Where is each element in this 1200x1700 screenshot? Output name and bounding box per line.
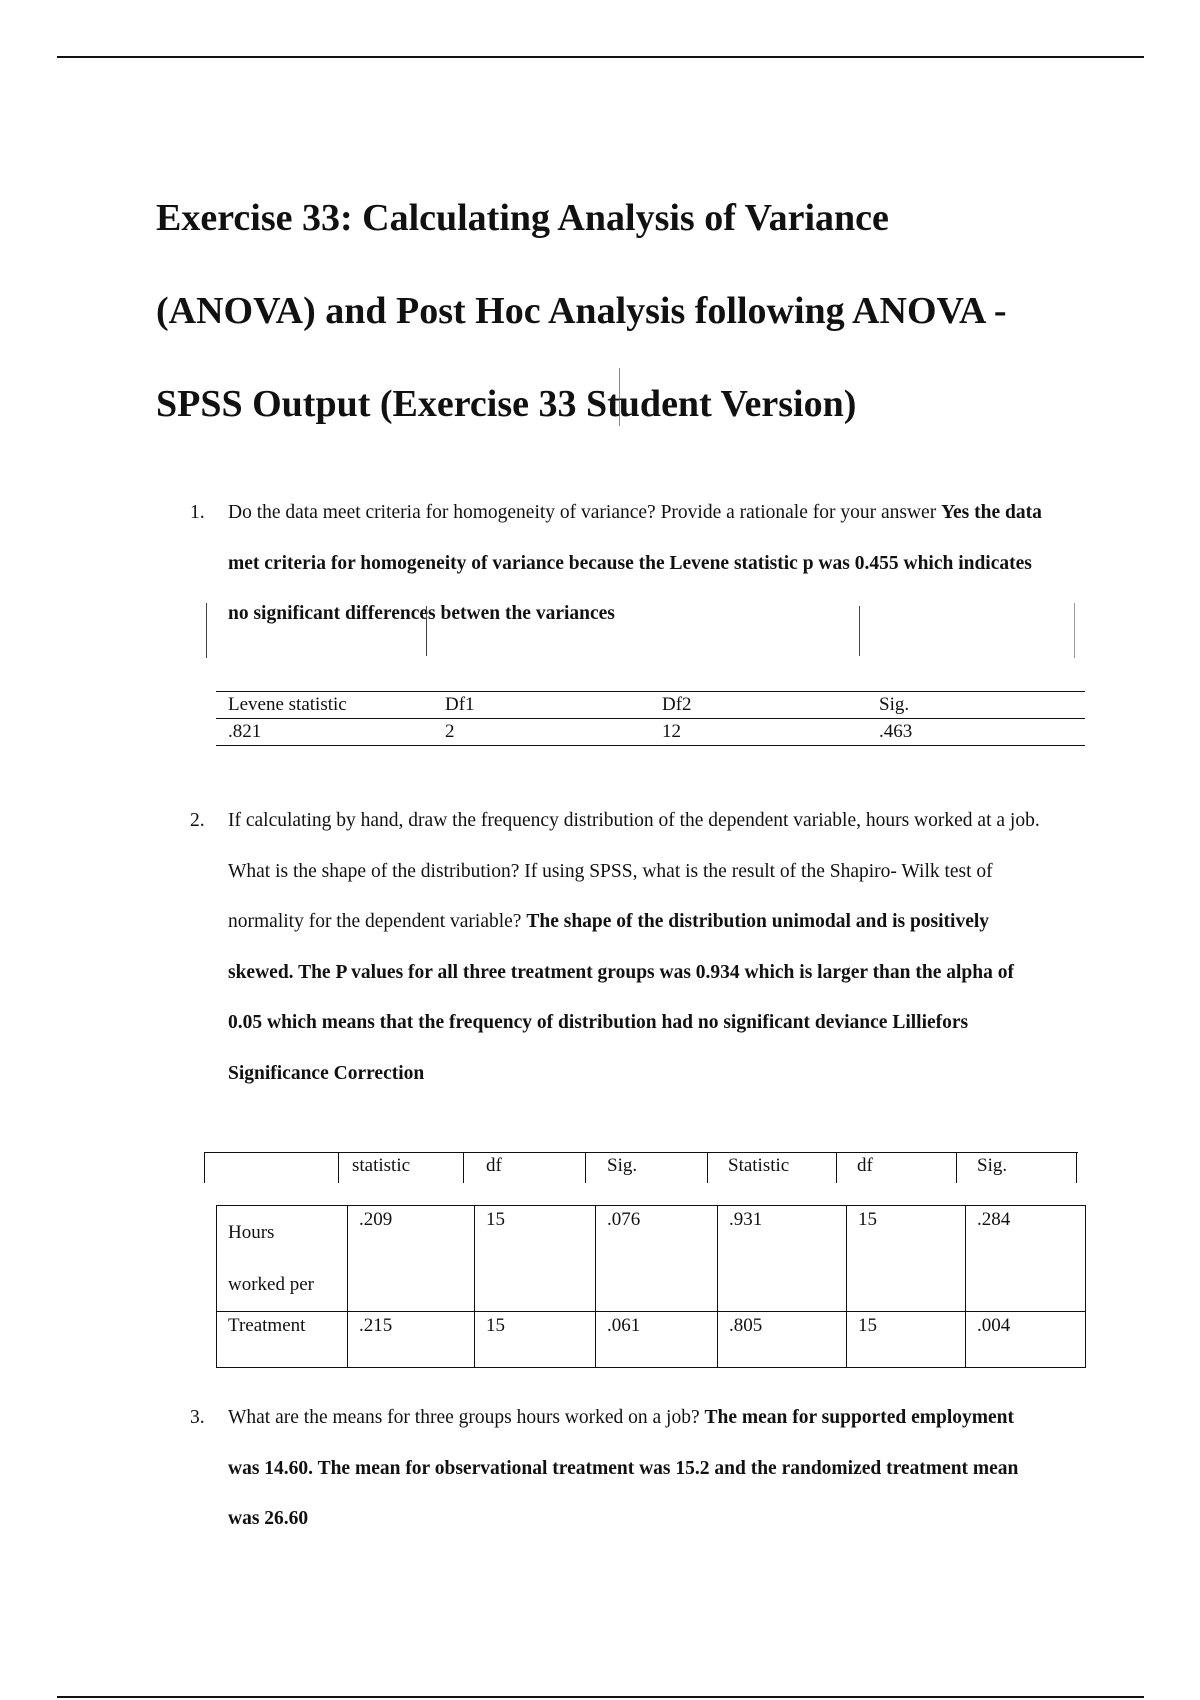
question-2-text: If calculating by hand, draw the frequency distribution of the dependent variable, hours worked at a job. What is the shape of the distribution? If using SPSS, what is the result of the Shapiro- Wilk test of normality for the dependent variable? xyxy=(228,810,1040,932)
table-header: Sig. xyxy=(867,692,1085,719)
question-2 xyxy=(190,796,1050,1099)
edit-marker-1 xyxy=(426,606,427,656)
table-cell: 2 xyxy=(433,719,650,746)
document-title xyxy=(156,172,1056,451)
table-cell: .215 xyxy=(348,1312,475,1368)
margin-marker-left xyxy=(206,603,207,658)
row-label: Treatment xyxy=(217,1312,348,1368)
table-header: Statistic xyxy=(728,1155,790,1176)
table-header: Sig. xyxy=(977,1155,1008,1176)
table-header: df xyxy=(486,1155,502,1176)
question-1 xyxy=(190,488,1050,640)
table-cell: .061 xyxy=(596,1312,718,1368)
question-3-text: What are the means for three groups hours worked on a job? xyxy=(228,1407,705,1428)
question-1-answer-b: which indicates no significant differences betw xyxy=(228,552,1032,624)
top-rule xyxy=(57,56,1144,58)
table-cell: .805 xyxy=(718,1312,847,1368)
table-header: Df1 xyxy=(433,692,650,719)
title-line-3a: SPSS Output (Exercise 33 St xyxy=(156,383,620,425)
margin-marker-right xyxy=(1074,603,1075,658)
normality-table xyxy=(216,1205,1086,1368)
row-label: Hours worked per xyxy=(217,1206,348,1312)
table-row xyxy=(217,1312,1086,1368)
table-header: df xyxy=(857,1155,873,1176)
bottom-rule xyxy=(57,1696,1144,1698)
question-1-answer-c: en the variances xyxy=(480,603,615,624)
table-cell: 15 xyxy=(847,1206,966,1312)
question-number: 1. xyxy=(190,502,205,523)
table-cell: 12 xyxy=(650,719,867,746)
table-cell: 15 xyxy=(475,1312,596,1368)
title-line-3b: udent Version) xyxy=(618,383,857,425)
table-cell: .076 xyxy=(596,1206,718,1312)
table-cell: .931 xyxy=(718,1206,847,1312)
edit-marker-2 xyxy=(859,606,860,656)
question-1-text: Do the data meet criteria for homogeneity of variance? Provide a rationale for your answer xyxy=(228,502,942,523)
table-cell: .821 xyxy=(216,719,433,746)
normality-table-header xyxy=(204,1152,1078,1183)
table-header xyxy=(204,1153,341,1183)
table-cell: .209 xyxy=(348,1206,475,1312)
table-header: statistic xyxy=(352,1155,411,1176)
table-row xyxy=(217,1206,1086,1312)
question-number: 2. xyxy=(190,810,205,831)
table-header: Levene statistic xyxy=(216,692,433,719)
table-cell: .463 xyxy=(867,719,1085,746)
question-3-answer: The mean for supported employment was 14.60. The mean for observational treatment was 15.2 and the randomized treatment mean was 26.60 xyxy=(228,1407,1019,1529)
question-number: 3. xyxy=(190,1407,205,1428)
question-3 xyxy=(190,1393,1050,1545)
table-header: Df2 xyxy=(650,692,867,719)
table-cell: .004 xyxy=(966,1312,1086,1368)
question-1-answer-a: Yes the data met criteria for homogeneity of variance because the Levene statistic p was 0.455 xyxy=(228,502,1042,574)
table-header: Sig. xyxy=(607,1155,638,1176)
title-line-2: (ANOVA) and Post Hoc Analysis following ANOVA - xyxy=(156,290,1007,332)
table-cell: 15 xyxy=(847,1312,966,1368)
title-line-1: Exercise 33: Calculating Analysis of Variance xyxy=(156,197,889,239)
question-2-answer: The shape of the distribution unimodal and is positively skewed. The P values for all three treatment groups was 0.934 which is larger than the alpha of 0.05 which means that the frequency of distribution had no significant deviance Lilliefors Significance Correction xyxy=(228,911,1014,1084)
table-cell: .284 xyxy=(966,1206,1086,1312)
levene-table xyxy=(216,691,1085,746)
table-cell: 15 xyxy=(475,1206,596,1312)
